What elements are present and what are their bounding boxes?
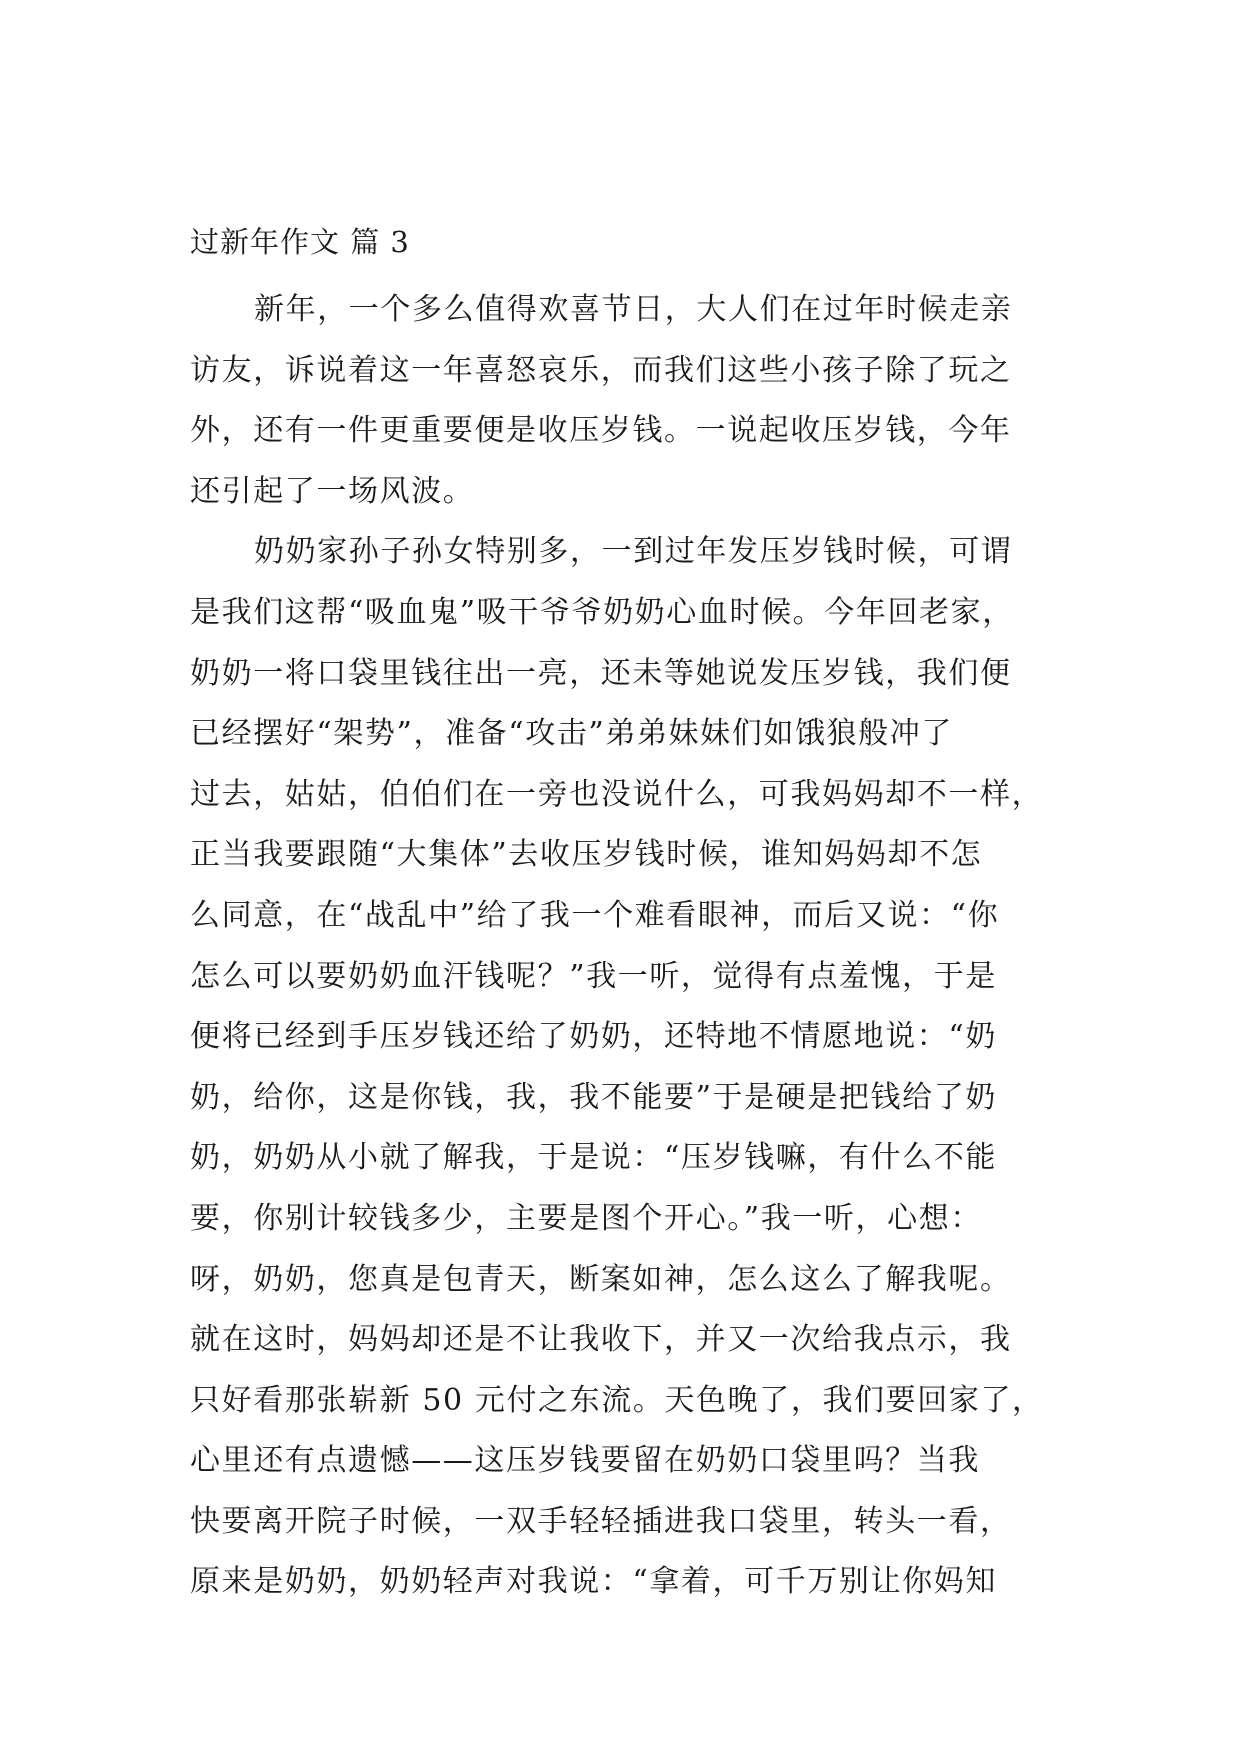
body-line: 过去，姑姑，伯伯们在一旁也没说什么，可我妈妈却不一样， (190, 776, 1044, 812)
body-line: 是我们这帮“吸血鬼”吸干爷爷奶奶心血时候。今年回老家， (190, 594, 1014, 630)
body-line: 只好看那张崭新 50 元付之东流。天色晚了，我们要回家了， (190, 1382, 1044, 1418)
body-line: 就在这时，妈妈却还是不让我收下，并又一次给我点示，我 (190, 1322, 1012, 1358)
body-line: 新年，一个多么值得欢喜节日，大人们在过年时候走亲 (254, 292, 1013, 327)
essay-body (190, 280, 1090, 1613)
body-line: 要，你别计较钱多少，主要是图个开心。”我一听，心想： (190, 1200, 982, 1236)
body-line: 外，还有一件更重要便是收压岁钱。一说起收压岁钱，今年 (190, 413, 1012, 449)
body-line: 原来是奶奶，奶奶轻声对我说：“拿着，可千万别让你妈知 (190, 1564, 997, 1600)
body-line: 访友，诉说着这一年喜怒哀乐，而我们这些小孩子除了玩之 (190, 352, 1012, 388)
body-line: 已经摆好“架势”，准备“攻击”弟弟妹妹们如饿狼般冲了 (190, 716, 953, 752)
essay-title: 过新年作文 篇 3 (190, 225, 410, 259)
body-line: 么同意，在“战乱中”给了我一个难看眼神，而后又说：“你 (190, 897, 1000, 933)
body-line: 奶奶家孙子孙女特别多，一到过年发压岁钱时候，可谓 (254, 534, 1013, 570)
body-line: 怎么可以要奶奶血汗钱呢？”我一听，觉得有点羞愧，于是 (190, 958, 997, 994)
body-line: 还引起了一场风波。 (190, 473, 475, 509)
body-line: 心里还有点遗憾——这压岁钱要留在奶奶口袋里吗？当我 (190, 1443, 980, 1479)
body-line: 正当我要跟随“大集体”去收压岁钱时候，谁知妈妈却不怎 (190, 837, 983, 873)
body-line: 奶，给你，这是你钱，我，我不能要”于是硬是把钱给了奶 (190, 1079, 997, 1115)
body-line: 奶，奶奶从小就了解我，于是说：“压岁钱嘛，有什么不能 (190, 1140, 997, 1176)
body-line: 便将已经到手压岁钱还给了奶奶，还特地不情愿地说：“奶 (190, 1019, 997, 1055)
body-line: 呀，奶奶，您真是包青天，断案如神，怎么这么了解我呢。 (190, 1261, 1012, 1297)
body-line: 奶奶一将口袋里钱往出一亮，还未等她说发压岁钱，我们便 (190, 655, 1012, 691)
body-line: 快要离开院子时候，一双手轻轻插进我口袋里，转头一看， (190, 1503, 1012, 1539)
